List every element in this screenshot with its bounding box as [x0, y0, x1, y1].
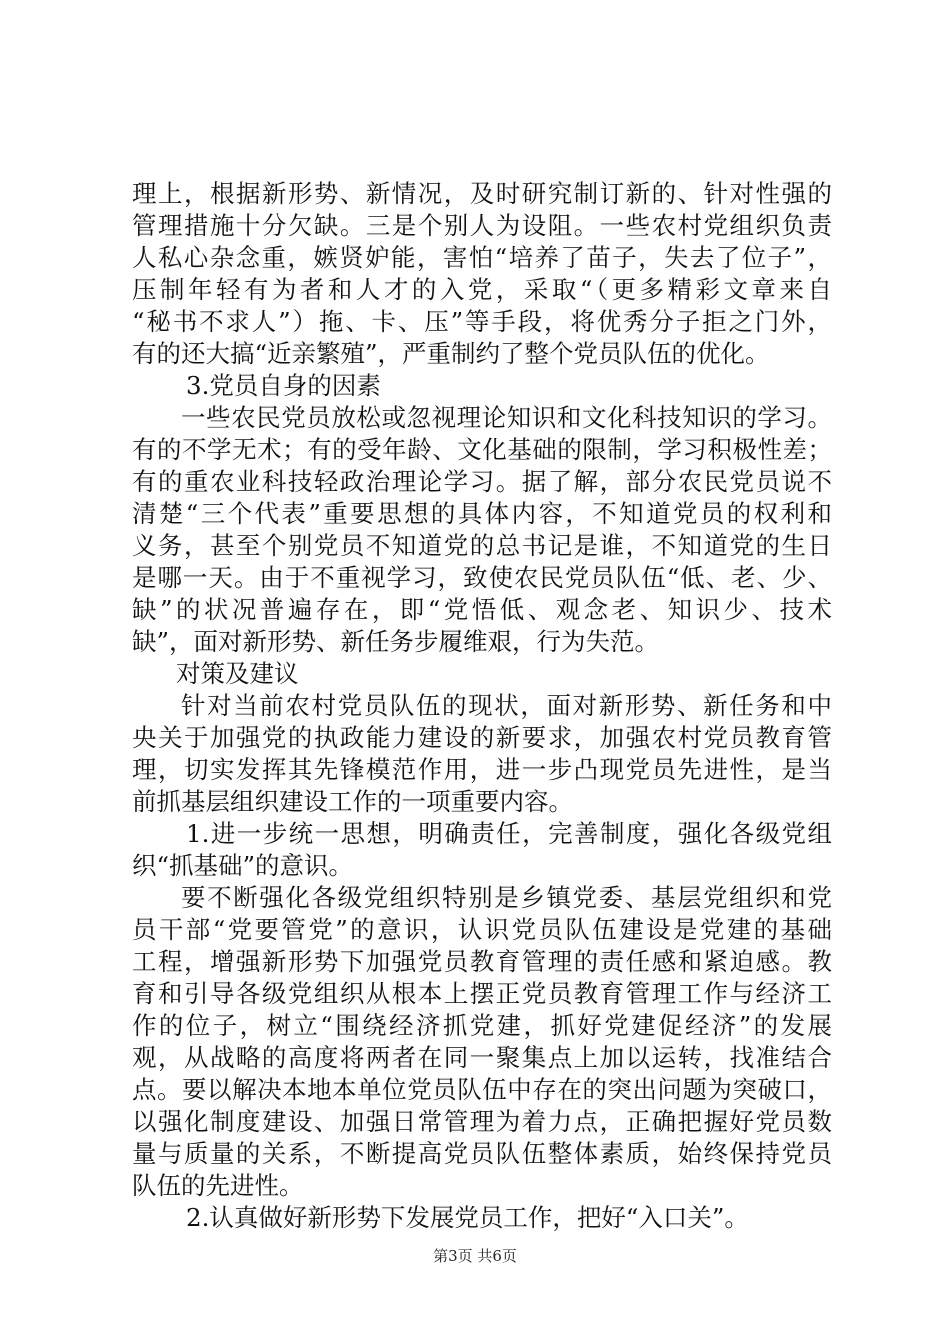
- text-line: 是哪一天。由于不重视学习，致使农民党员队伍“低、老、少、: [132, 563, 832, 592]
- paragraph-first-line: 要不断强化各级党组织特别是乡镇党委、基层党组织和党: [181, 883, 832, 912]
- text-line: 工程，增强新形势下加强党员教育管理的责任感和紧迫感。教: [132, 947, 832, 976]
- text-line: 前抓基层组织建设工作的一项重要内容。: [132, 787, 573, 816]
- section-heading: 1.进一步统一思想，明确责任，完善制度，强化各级党组: [186, 819, 832, 848]
- page-number-footer: 第3页 共6页: [433, 1247, 517, 1265]
- text-line: 有的重农业科技轻政治理论学习。据了解，部分农民党员说不: [132, 467, 832, 496]
- text-line: 有的不学无术；有的受年龄、文化基础的限制，学习积极性差；: [132, 435, 832, 464]
- text-line: 缺”，面对新形势、新任务步履维艰，行为失范。: [132, 627, 660, 656]
- text-line: 育和引导各级党组织从根本上摆正党员教育管理工作与经济工: [132, 979, 832, 1008]
- section-heading: 3.党员自身的因素: [186, 371, 381, 400]
- text-line: 队伍的先进性。: [132, 1171, 304, 1200]
- text-line: 作的位子，树立“围绕经济抓党建，抓好党建促经济”的发展: [132, 1011, 832, 1040]
- text-line: 压制年轻有为者和人才的入党，采取“（更多精彩文章来自: [132, 275, 832, 304]
- text-line: 量与质量的关系，不断提高党员队伍整体素质，始终保持党员: [132, 1139, 832, 1168]
- text-line: 有的还大搞“近亲繁殖”，严重制约了整个党员队伍的优化。: [132, 339, 770, 368]
- section-heading: 对策及建议: [176, 659, 299, 688]
- text-line: 织“抓基础”的意识。: [132, 851, 354, 880]
- text-line: 缺”的状况普遍存在，即“党悟低、观念老、知识少、技术: [132, 595, 832, 624]
- text-line: 观，从战略的高度将两者在同一聚集点上加以运转，找准结合: [132, 1043, 832, 1072]
- text-line: 义务，甚至个别党员不知道党的总书记是谁，不知道党的生日: [132, 531, 832, 560]
- paragraph-first-line: 针对当前农村党员队伍的现状，面对新形势、新任务和中: [181, 691, 832, 720]
- text-line: 理，切实发挥其先锋模范作用，进一步凸现党员先进性，是当: [132, 755, 832, 784]
- section-heading: 2.认真做好新形势下发展党员工作，把好“入口关”。: [186, 1203, 749, 1232]
- text-line: 央关于加强党的执政能力建设的新要求，加强农村党员教育管: [132, 723, 832, 752]
- text-line: “秘书不求人”）拖、卡、压”等手段，将优秀分子拒之门外，: [132, 307, 832, 336]
- text-line: 以强化制度建设、加强日常管理为着力点，正确把握好党员数: [132, 1107, 832, 1136]
- paragraph-first-line: 一些农民党员放松或忽视理论知识和文化科技知识的学习。: [181, 403, 832, 432]
- text-line: 理上，根据新形势、新情况，及时研究制订新的、针对性强的: [132, 179, 832, 208]
- text-line: 点。要以解决本地本单位党员队伍中存在的突出问题为突破口，: [132, 1075, 832, 1104]
- text-line: 清楚“三个代表”重要思想的具体内容，不知道党员的权利和: [132, 499, 832, 528]
- text-line: 人私心杂念重，嫉贤妒能，害怕“培养了苗子，失去了位子”，: [132, 243, 832, 272]
- text-line: 管理措施十分欠缺。三是个别人为设阻。一些农村党组织负责: [132, 211, 832, 240]
- text-line: 员干部“党要管党”的意识，认识党员队伍建设是党建的基础: [132, 915, 832, 944]
